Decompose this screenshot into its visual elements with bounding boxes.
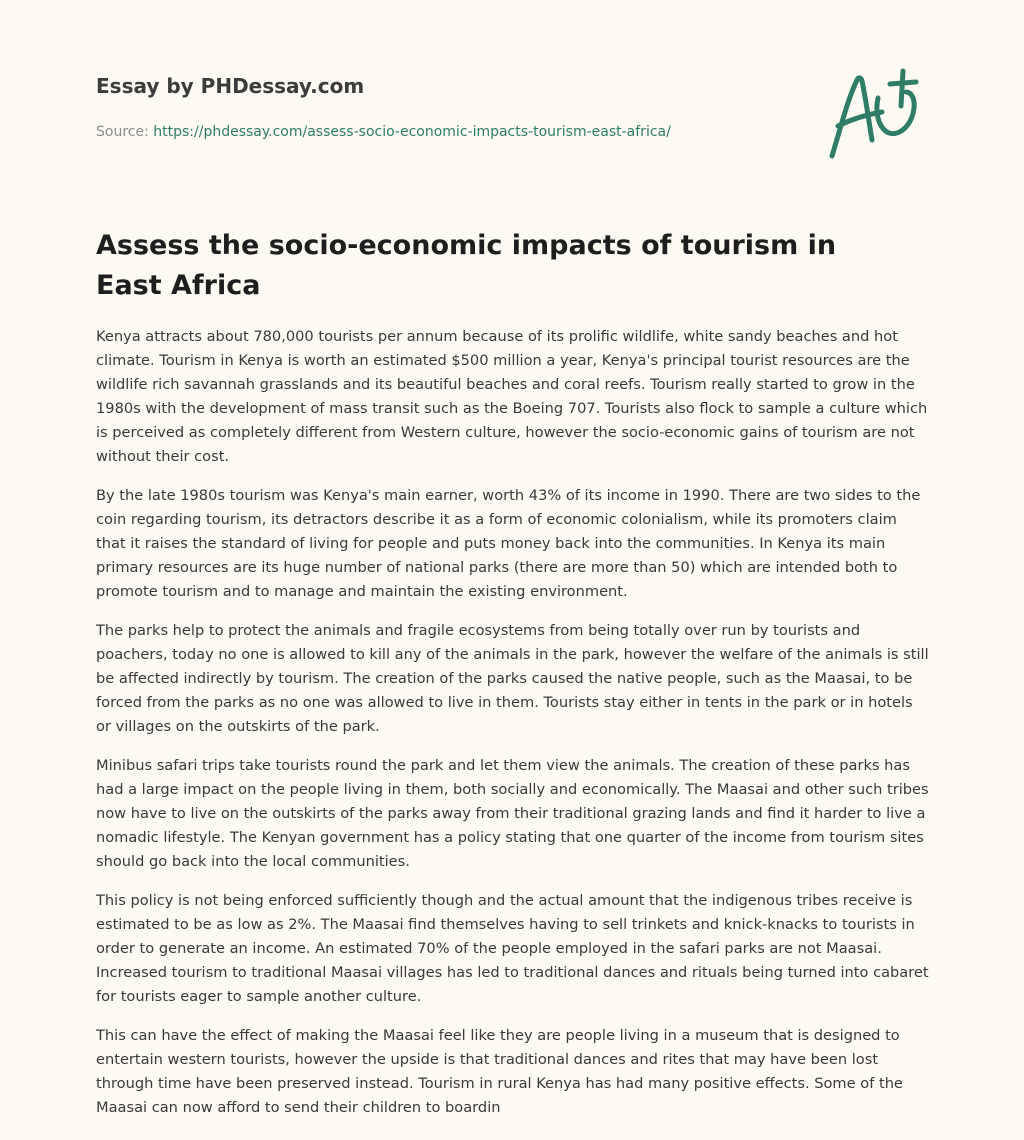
essay-paragraph: The parks help to protect the animals and fragile ecosystems from being totally over run by tourists and poachers, today no one is allowed to kill any of the animals in the park, however the welfare of the animals is still be affected indirectly by tourism. The creation of the parks caused the native people, such as the Maasai, to be forced from the parks as no one was allowed to live in them. Tourists stay either in tents in the park or in hotels or villages on the outskirts of the park. [96, 622, 929, 735]
a-plus-grade-icon [824, 68, 928, 162]
source-line [96, 124, 671, 140]
essay-paragraph: This policy is not being enforced sufficiently though and the actual amount that the indigenous tribes receive is estimated to be as low as 2%. The Maasai find themselves having to sell trinkets and knick-knacks to tourists in order to generate an income. An estimated 70% of the people employed in the safari parks are not Maasai. Increased tourism to traditional Maasai villages has led to traditional dances and rituals being turned into cabaret for tourists eager to sample another culture. [96, 892, 929, 1005]
essay-paragraph: This can have the effect of making the Maasai feel like they are people living in a museum that is designed to entertain western tourists, however the upside is that traditional dances and rites that may have been lost through time have been preserved instead. Tourism in rural Kenya has had many positive effects. Some of the Maasai can now afford to send their children to boardin [96, 1027, 903, 1116]
source-link[interactable]: https://phdessay.com/assess-socio-economic-impacts-tourism-east-africa/ [153, 124, 671, 140]
essay-body [96, 325, 930, 1135]
essay-title: Assess the socio-economic impacts of tourism in East Africa [96, 230, 837, 301]
essay-paragraph: Kenya attracts about 780,000 tourists per annum because of its prolific wildlife, white sandy beaches and hot climate. Tourism in Kenya is worth an estimated $500 million a year, Kenya's principal tourist resources are the wildlife rich savannah grasslands and its beautiful beaches and coral reefs. Tourism really started to grow in the 1980s with the development of mass transit such as the Boeing 707. Tourists also flock to sample a culture which is perceived as completely different from Western culture, however the socio-economic gains of tourism are not without their cost. [96, 328, 928, 465]
source-label: Source: [96, 124, 149, 140]
page-header [96, 74, 928, 174]
essay-paragraph: By the late 1980s tourism was Kenya's main earner, worth 43% of its income in 1990. There are two sides to the coin regarding tourism, its detractors describe it as a form of economic colonialism, while its promoters claim that it raises the standard of living for people and puts money back into the communities. In Kenya its main primary resources are its huge number of national parks (there are more than 50) which are intended both to promote tourism and to manage and maintain the existing environment. [96, 487, 921, 600]
essay-paragraph: Minibus safari trips take tourists round the park and let them view the animals. The creation of these parks has had a large impact on the people living in them, both socially and economically. The Maasai and other such tribes now have to live on the outskirts of the parks away from their traditional grazing lands and find it harder to live a nomadic lifestyle. The Kenyan government has a policy stating that one quarter of the income from tourism sites should go back into the local communities. [96, 757, 929, 870]
site-title: Essay by PHDessay.com [96, 74, 365, 98]
